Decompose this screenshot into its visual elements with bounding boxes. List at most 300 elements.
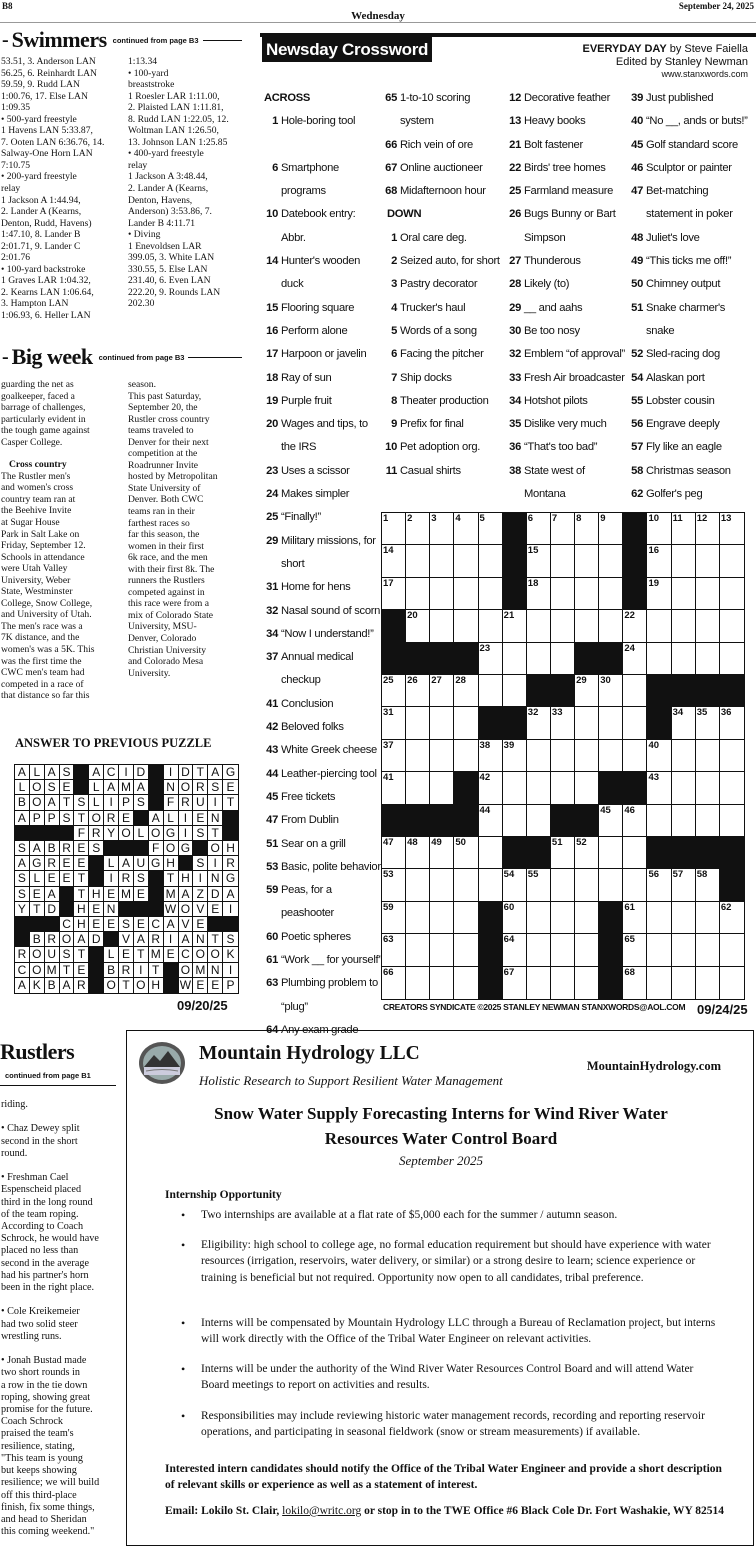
answer-letter: A [179, 932, 194, 947]
grid-block [647, 837, 671, 869]
clue-number: 59 [266, 884, 278, 897]
crossword-clue [503, 460, 627, 483]
grid-cell[interactable] [551, 772, 575, 804]
grid-cell[interactable] [503, 934, 527, 966]
grid-cell[interactable] [406, 675, 430, 707]
clue-text: Bet-matching [646, 185, 709, 198]
grid-cell[interactable] [672, 869, 696, 901]
grid-cell[interactable] [406, 513, 430, 545]
ad-headline: Snow Water Supply Forecasting Interns for Wind River Water Resources Water Control Board [214, 1104, 668, 1148]
grid-cell[interactable] [672, 772, 696, 804]
answer-letter: F [149, 841, 164, 856]
grid-block [454, 805, 478, 837]
grid-cell[interactable] [599, 707, 623, 739]
grid-cell[interactable] [647, 545, 671, 577]
grid-cell[interactable] [575, 837, 599, 869]
clue-text: Bolt fastener [524, 138, 583, 151]
grid-number: 37 [383, 739, 394, 751]
grid-cell[interactable] [599, 610, 623, 642]
grid-cell[interactable] [406, 578, 430, 610]
grid-cell[interactable] [672, 610, 696, 642]
grid-cell[interactable] [575, 707, 599, 739]
grid-cell[interactable] [672, 967, 696, 999]
crossword-author: by Steve Faiella [666, 43, 748, 55]
clue-number: 35 [509, 418, 521, 431]
grid-block [623, 772, 647, 804]
grid-cell[interactable] [479, 837, 503, 869]
clue-number: 3 [391, 278, 397, 291]
crossword-clue [503, 273, 627, 296]
grid-cell[interactable] [720, 545, 744, 577]
grid-number: 1 [383, 513, 389, 524]
clue-number: 63 [266, 977, 278, 990]
answer-block [60, 826, 75, 841]
grid-cell[interactable] [479, 545, 503, 577]
grid-block [672, 675, 696, 707]
answer-letter: E [45, 871, 60, 886]
grid-cell[interactable] [647, 740, 671, 772]
grid-cell[interactable] [382, 707, 406, 739]
grid-cell[interactable] [720, 643, 744, 675]
grid-cell[interactable] [503, 675, 527, 707]
rustlers-continued: continued from page B1 [5, 1071, 91, 1080]
grid-cell[interactable] [696, 545, 720, 577]
clue-number: 11 [385, 464, 397, 477]
grid-cell[interactable] [696, 610, 720, 642]
grid-cell[interactable] [430, 707, 454, 739]
clue-text: Hole-boring tool [281, 115, 356, 128]
clue-number: 41 [266, 697, 278, 710]
grid-cell[interactable] [430, 934, 454, 966]
clue-number: 44 [266, 767, 278, 780]
grid-cell[interactable] [623, 869, 647, 901]
grid-number: 41 [383, 772, 394, 784]
grid-cell[interactable] [551, 740, 575, 772]
grid-cell[interactable] [672, 902, 696, 934]
grid-cell[interactable] [382, 934, 406, 966]
grid-cell[interactable] [623, 805, 647, 837]
answer-grid [14, 764, 239, 994]
grid-cell[interactable] [551, 545, 575, 577]
grid-cell[interactable] [551, 610, 575, 642]
grid-cell[interactable] [430, 675, 454, 707]
grid-cell[interactable] [382, 578, 406, 610]
grid-cell[interactable] [430, 610, 454, 642]
grid-cell[interactable] [575, 934, 599, 966]
grid-cell[interactable] [503, 610, 527, 642]
grid-cell[interactable] [454, 675, 478, 707]
grid-cell[interactable] [720, 740, 744, 772]
grid-cell[interactable] [623, 610, 647, 642]
grid-cell[interactable] [527, 772, 551, 804]
clue-number: 10 [385, 441, 397, 454]
crossword-clue [625, 87, 755, 110]
clue-number: 6 [272, 161, 278, 174]
answer-block [193, 841, 208, 856]
grid-cell[interactable] [454, 967, 478, 999]
grid-cell[interactable] [430, 545, 454, 577]
grid-block [382, 805, 406, 837]
grid-cell[interactable] [430, 513, 454, 545]
grid-cell[interactable] [454, 513, 478, 545]
grid-cell[interactable] [696, 772, 720, 804]
answer-block [45, 917, 60, 932]
clue-text: Any exam grade [281, 1023, 359, 1036]
grid-cell[interactable] [647, 967, 671, 999]
grid-cell[interactable] [406, 934, 430, 966]
grid-cell[interactable] [479, 675, 503, 707]
grid-cell[interactable] [696, 740, 720, 772]
grid-block [527, 837, 551, 869]
answer-letter: G [149, 856, 164, 871]
grid-cell[interactable] [430, 740, 454, 772]
grid-cell[interactable] [382, 675, 406, 707]
grid-cell[interactable] [720, 934, 744, 966]
answer-letter: N [208, 963, 223, 978]
ad-email-link[interactable]: lokilo@writc.org [282, 1505, 362, 1517]
grid-cell[interactable] [406, 707, 430, 739]
grid-cell[interactable] [575, 513, 599, 545]
clue-number: 18 [266, 371, 278, 384]
grid-cell[interactable] [382, 545, 406, 577]
grid-cell[interactable] [647, 869, 671, 901]
answer-letter: B [104, 963, 119, 978]
answer-letter: E [193, 811, 208, 826]
answer-letter: R [15, 947, 30, 962]
grid-cell[interactable] [454, 837, 478, 869]
grid-cell[interactable] [454, 740, 478, 772]
grid-cell[interactable] [527, 740, 551, 772]
grid-cell[interactable] [575, 578, 599, 610]
clue-number: 47 [266, 814, 278, 827]
ad-contact: Email: Lokilo St. Clair, lokilo@writc.org or stop in to the TWE Office #6 Black Cole Dr. Fort Washakie, WY 82514 [165, 1505, 725, 1517]
crossword-clue [264, 763, 382, 786]
grid-cell[interactable] [647, 610, 671, 642]
answer-letter: A [104, 780, 119, 795]
grid-block [551, 675, 575, 707]
grid-cell[interactable] [479, 610, 503, 642]
grid-cell[interactable] [527, 869, 551, 901]
grid-cell[interactable] [647, 902, 671, 934]
grid-cell[interactable] [503, 805, 527, 837]
clue-number: 68 [385, 185, 397, 198]
grid-cell[interactable] [623, 707, 647, 739]
crossword-clue [264, 926, 382, 949]
answer-letter: G [30, 856, 45, 871]
grid-cell[interactable] [720, 610, 744, 642]
answer-letter: O [164, 841, 179, 856]
grid-cell[interactable] [406, 869, 430, 901]
clue-number: 62 [631, 488, 643, 501]
grid-cell[interactable] [479, 869, 503, 901]
crossword-clue [264, 273, 382, 296]
answer-letter: T [60, 963, 75, 978]
grid-cell[interactable] [575, 545, 599, 577]
crossword-clue [625, 180, 755, 203]
grid-cell[interactable] [406, 837, 430, 869]
crossword-clue [383, 413, 503, 436]
grid-cell[interactable] [672, 740, 696, 772]
answer-letter: L [134, 826, 149, 841]
grid-cell[interactable] [406, 772, 430, 804]
grid-cell[interactable] [575, 869, 599, 901]
grid-cell[interactable] [551, 643, 575, 675]
grid-cell[interactable] [527, 707, 551, 739]
clue-number: 4 [391, 301, 397, 314]
answer-letter: O [208, 947, 223, 962]
grid-cell[interactable] [454, 707, 478, 739]
grid-cell[interactable] [382, 869, 406, 901]
grid-cell[interactable] [599, 578, 623, 610]
grid-cell[interactable] [623, 967, 647, 999]
grid-cell[interactable] [647, 643, 671, 675]
clue-number: 23 [266, 464, 278, 477]
crossword-clue [264, 390, 382, 413]
grid-cell[interactable] [503, 869, 527, 901]
grid-cell[interactable] [720, 578, 744, 610]
grid-cell[interactable] [696, 934, 720, 966]
grid-cell[interactable] [720, 967, 744, 999]
grid-cell[interactable] [647, 578, 671, 610]
clue-text: duck [281, 278, 304, 291]
grid-cell[interactable] [454, 902, 478, 934]
grid-block [479, 902, 503, 934]
grid-cell[interactable] [382, 740, 406, 772]
grid-cell[interactable] [696, 513, 720, 545]
grid-cell[interactable] [696, 707, 720, 739]
grid-cell[interactable] [551, 902, 575, 934]
grid-cell[interactable] [527, 934, 551, 966]
answer-letter: E [134, 917, 149, 932]
grid-cell[interactable] [575, 675, 599, 707]
answer-letter: S [134, 871, 149, 886]
answer-letter: B [45, 841, 60, 856]
grid-cell[interactable] [696, 805, 720, 837]
grid-cell[interactable] [382, 772, 406, 804]
grid-cell[interactable] [527, 578, 551, 610]
clue-number: 17 [266, 348, 278, 361]
grid-cell[interactable] [672, 805, 696, 837]
grid-cell[interactable] [720, 772, 744, 804]
clue-text: Fresh Air broadcaster [524, 371, 625, 384]
answer-letter: L [15, 780, 30, 795]
grid-cell[interactable] [527, 610, 551, 642]
grid-cell[interactable] [551, 578, 575, 610]
grid-cell[interactable] [551, 707, 575, 739]
grid-cell[interactable] [696, 643, 720, 675]
grid-cell[interactable] [382, 967, 406, 999]
grid-number: 9 [600, 513, 606, 524]
grid-cell[interactable] [527, 643, 551, 675]
grid-cell[interactable] [479, 740, 503, 772]
grid-cell[interactable] [551, 513, 575, 545]
grid-cell[interactable] [479, 578, 503, 610]
ad-company: Mountain Hydrology LLC [199, 1043, 420, 1064]
grid-cell[interactable] [527, 902, 551, 934]
grid-cell[interactable] [599, 869, 623, 901]
grid-number: 50 [455, 837, 466, 848]
grid-cell[interactable] [623, 934, 647, 966]
clue-text: Juliet's love [646, 231, 700, 244]
crossword-clue [383, 320, 503, 343]
grid-cell[interactable] [527, 967, 551, 999]
clue-number [503, 227, 521, 250]
grid-cell[interactable] [551, 837, 575, 869]
grid-cell[interactable] [406, 902, 430, 934]
grid-cell[interactable] [720, 707, 744, 739]
grid-cell[interactable] [479, 772, 503, 804]
answer-letter: V [193, 902, 208, 917]
ad-date: September 2025 [398, 1153, 484, 1168]
grid-cell[interactable] [406, 545, 430, 577]
grid-cell[interactable] [599, 837, 623, 869]
answer-letter: O [89, 811, 104, 826]
grid-cell[interactable] [430, 902, 454, 934]
clue-number [264, 180, 278, 203]
grid-cell[interactable] [479, 513, 503, 545]
clue-number: 45 [266, 790, 278, 803]
grid-cell[interactable] [454, 578, 478, 610]
grid-cell[interactable] [479, 643, 503, 675]
grid-number: 10 [648, 513, 660, 524]
grid-cell[interactable] [599, 675, 623, 707]
grid-cell[interactable] [647, 934, 671, 966]
clue-number: 49 [631, 255, 643, 268]
grid-cell[interactable] [599, 805, 623, 837]
grid-cell[interactable] [382, 902, 406, 934]
grid-cell[interactable] [430, 578, 454, 610]
grid-cell[interactable] [382, 837, 406, 869]
grid-cell[interactable] [672, 643, 696, 675]
grid-cell[interactable] [551, 967, 575, 999]
crossword-clue [503, 180, 627, 203]
grid-cell[interactable] [454, 934, 478, 966]
grid-number: 7 [551, 513, 558, 524]
grid-cell[interactable] [430, 967, 454, 999]
answer-letter: T [134, 947, 149, 962]
clue-number: 51 [631, 301, 643, 314]
grid-cell[interactable] [720, 805, 744, 837]
grid-number: 47 [383, 837, 394, 848]
crossword-clue [264, 203, 382, 226]
clue-number: 33 [509, 371, 521, 384]
grid-cell[interactable] [623, 837, 647, 869]
ad-section-title: Internship Opportunity [165, 1189, 282, 1201]
answer-letter: O [193, 947, 208, 962]
grid-cell[interactable] [503, 902, 527, 934]
clue-text: Pet adoption org. [400, 441, 481, 454]
grid-cell[interactable] [406, 740, 430, 772]
crossword-byline [583, 43, 749, 81]
grid-cell[interactable] [454, 610, 478, 642]
answer-letter: R [179, 795, 194, 810]
clue-text: Words of a song [400, 324, 477, 337]
grid-cell[interactable] [575, 772, 599, 804]
grid-cell[interactable] [479, 805, 503, 837]
grid-cell[interactable] [696, 578, 720, 610]
crossword-clue [625, 203, 755, 226]
grid-cell[interactable] [672, 545, 696, 577]
grid-block [647, 675, 671, 707]
grid-number: 14 [383, 545, 394, 557]
clue-text: Facing the pitcher [400, 348, 484, 361]
grid-cell[interactable] [599, 513, 623, 545]
grid-cell[interactable] [647, 805, 671, 837]
grid-cell[interactable] [672, 513, 696, 545]
grid-number: 11 [672, 513, 683, 524]
ad-website[interactable]: MountainHydrology.com [586, 1059, 721, 1073]
grid-cell[interactable] [503, 967, 527, 999]
grid-cell[interactable] [623, 740, 647, 772]
grid-cell[interactable] [623, 902, 647, 934]
grid-cell[interactable] [672, 934, 696, 966]
grid-cell[interactable] [623, 643, 647, 675]
grid-cell[interactable] [430, 869, 454, 901]
grid-cell[interactable] [720, 513, 744, 545]
grid-cell[interactable] [672, 578, 696, 610]
clue-number: 40 [631, 115, 643, 128]
grid-cell[interactable] [454, 869, 478, 901]
grid-cell[interactable] [503, 740, 527, 772]
grid-cell[interactable] [672, 707, 696, 739]
clue-number [264, 227, 278, 250]
grid-cell[interactable] [503, 643, 527, 675]
grid-cell[interactable] [527, 545, 551, 577]
clue-text: Purple fruit [281, 394, 332, 407]
grid-cell[interactable] [575, 610, 599, 642]
grid-block [479, 967, 503, 999]
crossword-clue [503, 250, 627, 273]
grid-cell[interactable] [575, 740, 599, 772]
grid-cell[interactable] [430, 837, 454, 869]
answer-letter: D [89, 932, 104, 947]
grid-cell[interactable] [623, 675, 647, 707]
grid-cell[interactable] [599, 740, 623, 772]
clue-text: Emblem “of approval” [524, 348, 625, 361]
clue-number: 27 [509, 255, 521, 268]
clue-number [264, 134, 278, 157]
grid-cell[interactable] [696, 967, 720, 999]
grid-cell[interactable] [551, 934, 575, 966]
answer-letter: P [45, 811, 60, 826]
grid-cell[interactable] [575, 902, 599, 934]
grid-cell[interactable] [647, 513, 671, 545]
answer-letter: A [208, 765, 223, 780]
crossword-grid[interactable] [381, 512, 745, 1000]
grid-cell[interactable] [430, 772, 454, 804]
grid-cell[interactable] [551, 869, 575, 901]
swimmers-title: Swimmers [11, 27, 107, 52]
clue-text: “Work __ for yourself” [281, 953, 382, 966]
grid-cell[interactable] [503, 772, 527, 804]
grid-cell[interactable] [382, 513, 406, 545]
clue-text: Sled-racing dog [646, 348, 720, 361]
clue-number: 55 [631, 394, 643, 407]
grid-cell[interactable] [720, 902, 744, 934]
grid-cell[interactable] [454, 545, 478, 577]
grid-cell[interactable] [696, 869, 720, 901]
grid-cell[interactable] [575, 967, 599, 999]
grid-cell[interactable] [406, 967, 430, 999]
grid-cell[interactable] [406, 610, 430, 642]
grid-cell[interactable] [647, 772, 671, 804]
grid-cell[interactable] [599, 545, 623, 577]
answer-letter: C [149, 917, 164, 932]
grid-cell[interactable] [696, 902, 720, 934]
grid-cell[interactable] [527, 513, 551, 545]
answer-letter: E [134, 887, 149, 902]
grid-cell[interactable] [527, 805, 551, 837]
